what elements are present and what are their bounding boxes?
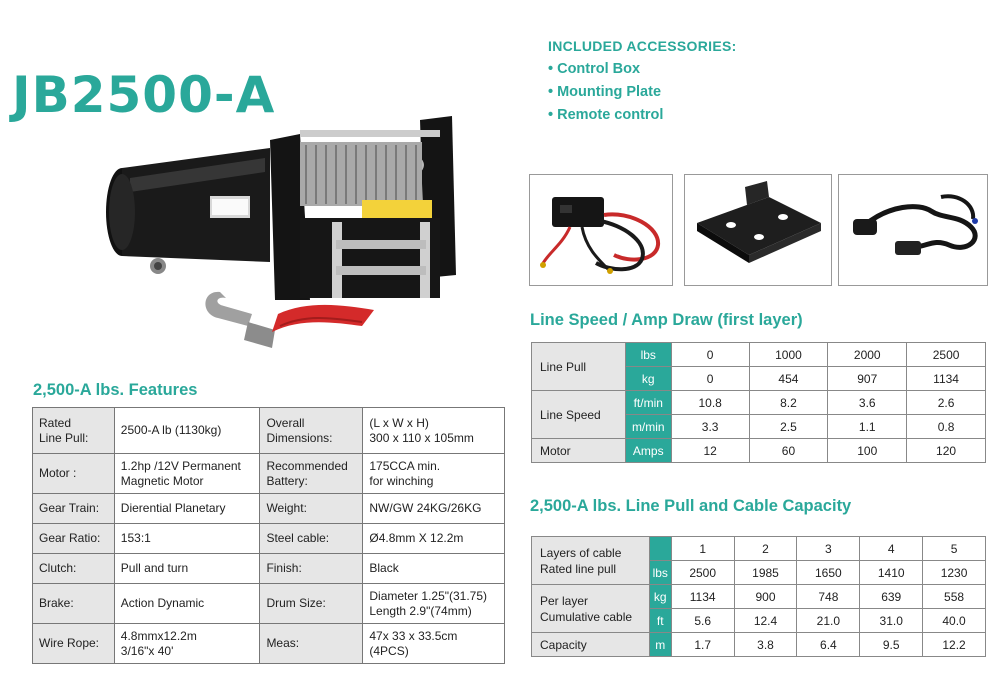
capacity-cell: 5.6 [671,609,734,633]
feature-value: 1.2hp /12V Permanent Magnetic Motor [114,454,260,494]
capacity-title: 2,500-A lbs. Line Pull and Cable Capacity [530,497,852,515]
feature-value: (L x W x H) 300 x 110 x 105mm [363,408,505,454]
speed-table [531,342,986,463]
capacity-cell: 558 [923,585,986,609]
capacity-cell: 21.0 [797,609,860,633]
unit-ft: ft [649,609,671,633]
features-table [32,407,505,664]
line-pull-label: Line Pull [532,343,626,391]
speed-cell: 0 [671,343,749,367]
feature-label: Overall Dimensions: [260,408,363,454]
speed-cell: 2.5 [749,415,828,439]
capacity-cell: 1230 [923,561,986,585]
accessory-item: • Remote control [548,107,664,123]
unit-blank [649,537,671,561]
remote-control-image [838,174,988,286]
capacity-cell: 900 [734,585,797,609]
feature-label: Recommended Battery: [260,454,363,494]
mounting-plate-image [684,174,832,286]
capacity-table [531,536,986,657]
layer-number: 3 [797,537,860,561]
layer-number: 2 [734,537,797,561]
feature-label: Clutch: [33,554,115,584]
feature-value: Action Dynamic [114,584,260,624]
capacity-cell: 1650 [797,561,860,585]
speed-cell: 3.3 [671,415,749,439]
feature-value: 153:1 [114,524,260,554]
features-row [33,554,505,584]
unit-amps: Amps [625,439,671,463]
speed-cell: 120 [907,439,986,463]
layer-number: 4 [860,537,923,561]
speed-cell: 2500 [907,343,986,367]
unit-m: m [649,633,671,657]
capacity-cell: 1134 [671,585,734,609]
accessory-item: • Control Box [548,61,641,77]
capacity-label: Capacity [532,633,650,657]
speed-cell: 454 [749,367,828,391]
speed-cell: 10.8 [671,391,749,415]
capacity-cell: 40.0 [923,609,986,633]
control-box-image [529,174,673,286]
capacity-cell: 2500 [671,561,734,585]
speed-cell: 2000 [828,343,907,367]
layer-number: 1 [671,537,734,561]
feature-value: 175CCA min. for winching [363,454,505,494]
layer-number: 5 [923,537,986,561]
speed-cell: 0.8 [907,415,986,439]
speed-cell: 3.6 [828,391,907,415]
capacity-cell: 12.2 [923,633,986,657]
feature-label: Drum Size: [260,584,363,624]
feature-label: Rated Line Pull: [33,408,115,454]
features-row [33,584,505,624]
features-title: 2,500-A lbs. Features [33,381,198,399]
capacity-cell: 748 [797,585,860,609]
hook-and-strap [205,292,374,348]
speed-cell: 2.6 [907,391,986,415]
line-speed-label: Line Speed [532,391,626,439]
capacity-cell: 9.5 [860,633,923,657]
feature-label: Wire Rope: [33,624,115,664]
feature-label: Finish: [260,554,363,584]
feature-value: 4.8mmx12.2m 3/16"x 40' [114,624,260,664]
capacity-cell: 6.4 [797,633,860,657]
feature-value: Ø4.8mm X 12.2m [363,524,505,554]
features-row [33,624,505,664]
capacity-cell: 3.8 [734,633,797,657]
feature-label: Gear Train: [33,494,115,524]
feature-value: NW/GW 24KG/26KG [363,494,505,524]
capacity-cell: 639 [860,585,923,609]
capacity-cell: 1410 [860,561,923,585]
model-title: JB2500-A [12,66,276,124]
feature-label: Gear Ratio: [33,524,115,554]
speed-cell: 12 [671,439,749,463]
speed-cell: 0 [671,367,749,391]
feature-value: Black [363,554,505,584]
capacity-cell: 31.0 [860,609,923,633]
speed-cell: 60 [749,439,828,463]
feature-label: Steel cable: [260,524,363,554]
capacity-cell: 1985 [734,561,797,585]
feature-label: Meas: [260,624,363,664]
unit-lbs: lbs [625,343,671,367]
speed-title: Line Speed / Amp Draw (first layer) [530,311,803,329]
feature-label: Motor : [33,454,115,494]
features-row [33,408,505,454]
unit-m-min: m/min [625,415,671,439]
feature-value: Diameter 1.25"(31.75) Length 2.9"(74mm) [363,584,505,624]
unit-ft-min: ft/min [625,391,671,415]
features-row [33,494,505,524]
feature-label: Brake: [33,584,115,624]
unit-lbs: lbs [649,561,671,585]
unit-kg: kg [649,585,671,609]
layers-label: Layers of cable Rated line pull [532,537,650,585]
winch-product-image [100,100,480,370]
motor-label: Motor [532,439,626,463]
speed-cell: 8.2 [749,391,828,415]
feature-value: Pull and turn [114,554,260,584]
feature-value: 2500-A lb (1130kg) [114,408,260,454]
speed-cell: 1134 [907,367,986,391]
speed-cell: 100 [828,439,907,463]
accessories-list [548,35,737,127]
feature-value: Dierential Planetary [114,494,260,524]
per-layer-label: Per layer Cumulative cable [532,585,650,633]
speed-cell: 1.1 [828,415,907,439]
motor-drum [106,148,270,274]
features-row [33,454,505,494]
capacity-cell: 1.7 [671,633,734,657]
speed-cell: 1000 [749,343,828,367]
winch-frame [270,116,456,300]
unit-kg: kg [625,367,671,391]
features-row [33,524,505,554]
capacity-cell: 12.4 [734,609,797,633]
feature-value: 47x 33 x 33.5cm (4PCS) [363,624,505,664]
feature-label: Weight: [260,494,363,524]
speed-cell: 907 [828,367,907,391]
accessory-item: • Mounting Plate [548,84,662,100]
accessories-heading: INCLUDED ACCESSORIES: [548,38,737,54]
